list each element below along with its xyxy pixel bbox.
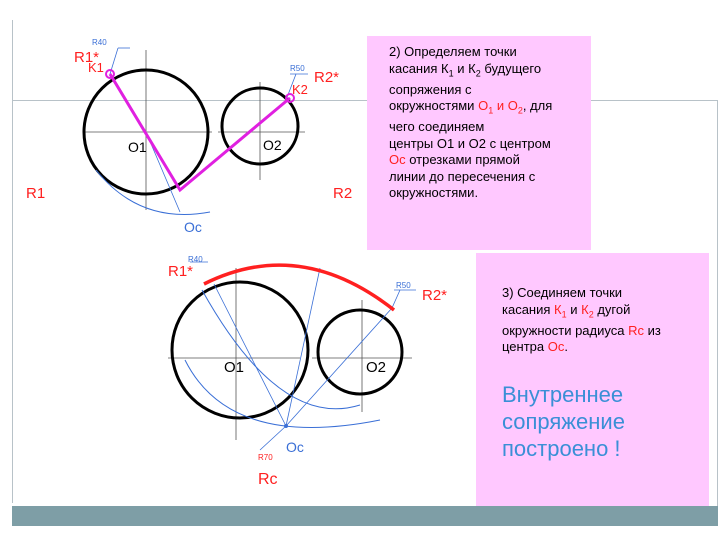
step2-line9: окружностями. bbox=[389, 185, 479, 201]
top-label-k2: K2 bbox=[292, 82, 308, 97]
bottom-drawing bbox=[168, 255, 447, 488]
step2-line3: сопряжения с bbox=[389, 81, 472, 97]
bottom-circle-o1 bbox=[172, 282, 308, 418]
step2-line4: окружностями $О_1$ и $О_2$, для bbox=[389, 98, 553, 116]
bottom-label-o1: O1 bbox=[224, 359, 245, 376]
top-label-r2: R2 bbox=[333, 185, 353, 202]
top-label-oc: Oc bbox=[184, 219, 202, 235]
step2-line5: чего соединяем bbox=[389, 119, 485, 135]
top-label-r40: R40 bbox=[92, 38, 107, 47]
top-drawing bbox=[26, 38, 352, 235]
bottom-label-r50: R50 bbox=[396, 281, 411, 290]
step3-line4: центра Ос. bbox=[502, 339, 568, 355]
bottom-label-r70: R70 bbox=[258, 453, 273, 462]
bottom-label-r2star: R2* bbox=[422, 287, 448, 304]
bottom-point-oc bbox=[284, 424, 288, 428]
bottom-ray-k1 bbox=[214, 284, 286, 426]
bottom-red-arc bbox=[204, 265, 394, 310]
bottom-label-r40: R40 bbox=[188, 255, 203, 264]
top-label-r2star: R2* bbox=[314, 69, 340, 86]
bottom-label-oc: Oc bbox=[286, 439, 304, 455]
step2-line8: линии до пересечения с bbox=[389, 168, 536, 184]
bottom-circle-o2 bbox=[318, 310, 402, 394]
bottom-label-rc: Rc bbox=[258, 471, 278, 488]
step3-line3: окружности радиуса Rc из bbox=[502, 322, 661, 338]
bottom-leader-r70 bbox=[260, 426, 286, 450]
step2-line7: Ос отрезками прямой bbox=[389, 152, 520, 168]
top-label-r1: R1 bbox=[26, 185, 46, 202]
top-label-o2: O2 bbox=[263, 137, 282, 153]
bottom-label-r1star: R1* bbox=[168, 263, 194, 280]
result-line2: сопряжение bbox=[502, 409, 625, 434]
step2-line1: 2) Определяем точки bbox=[389, 44, 517, 59]
step3-line2: касания $К_1$ и $К_2$ дугой bbox=[502, 301, 631, 320]
bottom-label-o2: O2 bbox=[366, 359, 387, 376]
step3-line1: 3) Соединяем точки bbox=[502, 285, 623, 300]
top-label-r50: R50 bbox=[290, 64, 305, 73]
step2-line6: центры О1 и О2 с центром bbox=[389, 135, 551, 151]
result-line1: Внутреннее bbox=[502, 382, 624, 407]
bottom-leader-r50 bbox=[392, 290, 400, 308]
top-label-o1: O1 bbox=[128, 139, 147, 155]
top-label-k1: K1 bbox=[88, 60, 104, 75]
step2-line2: касания $К_1$ и $К_2$ будущего bbox=[389, 60, 542, 79]
top-label-r1star: R1* bbox=[74, 49, 100, 66]
result-line3: построено ! bbox=[502, 436, 621, 461]
